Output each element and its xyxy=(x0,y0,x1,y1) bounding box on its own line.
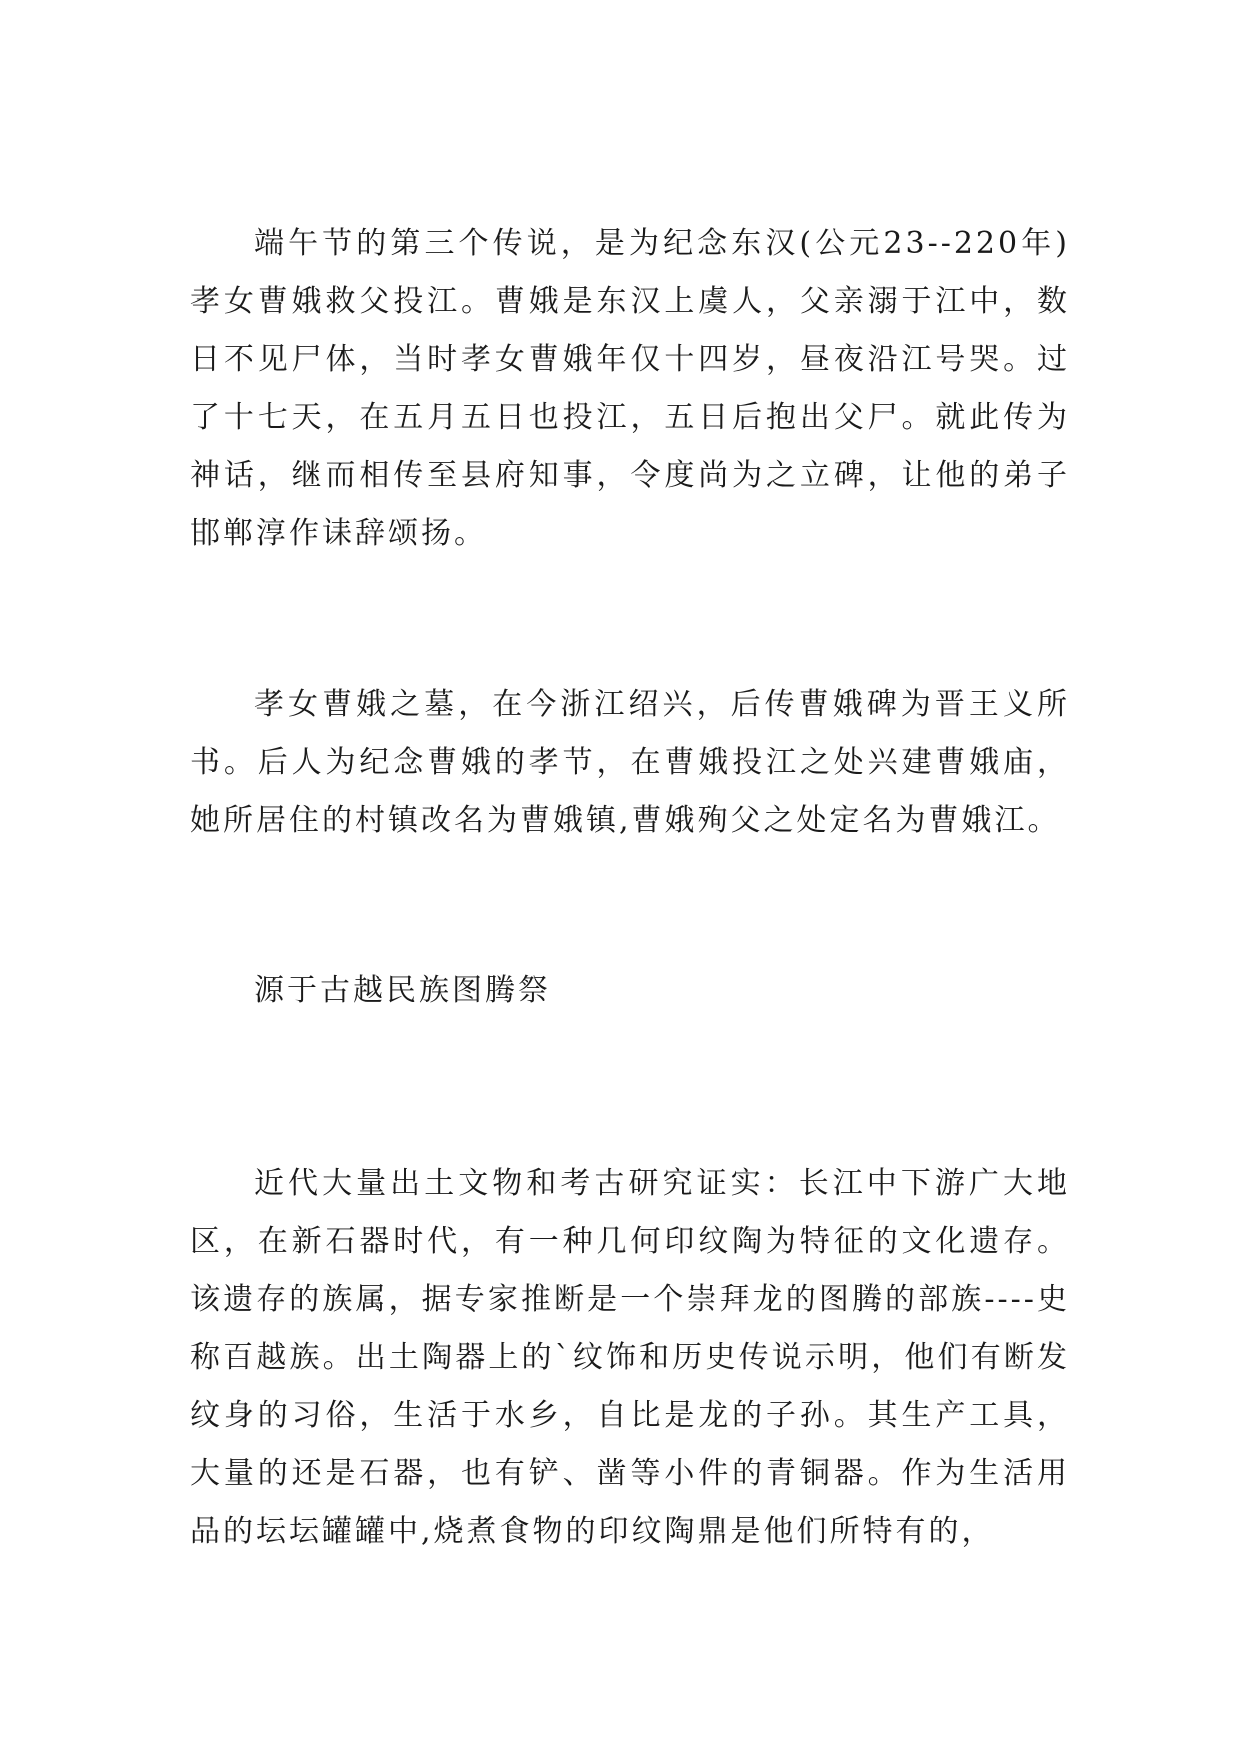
paragraph-baiyue-culture: 近代大量出土文物和考古研究证实：长江中下游广大地区，在新石器时代，有一种几何印纹陶为特征的文化遗存。该遗存的族属，据专家推断是一个崇拜龙的图腾的部族----史称百越族。出土陶器上的`纹饰和历史传说示明，他们有断发纹身的习俗，生活于水乡，自比是龙的子孙。其生产工具，大量的还是石器，也有铲、凿等小件的青铜器。作为生活用品的坛坛罐罐中,烧煮食物的印纹陶鼎是他们所特有的， xyxy=(190,1166,1070,1549)
paragraph-cao-e-tomb: 孝女曹娥之墓，在今浙江绍兴，后传曹娥碑为晋王义所书。后人为纪念曹娥的孝节，在曹娥投江之处兴建曹娥庙，她所居住的村镇改名为曹娥镇,曹娥殉父之处定名为曹娥江。 xyxy=(190,687,1070,838)
section-heading-totem: 源于古越民族图腾祭 xyxy=(254,973,551,1008)
paragraph-cao-e-legend: 端午节的第三个传说，是为纪念东汉(公元23--220年)孝女曹娥救父投江。曹娥是东汉上虞人，父亲溺于江中，数日不见尸体，当时孝女曹娥年仅十四岁，昼夜沿江号哭。过了十七天，在五月五日也投江，五日后抱出父尸。就此传为神话，继而相传至县府知事，令度尚为之立碑，让他的弟子邯郸淳作诔辞颂扬。 xyxy=(190,226,1070,551)
